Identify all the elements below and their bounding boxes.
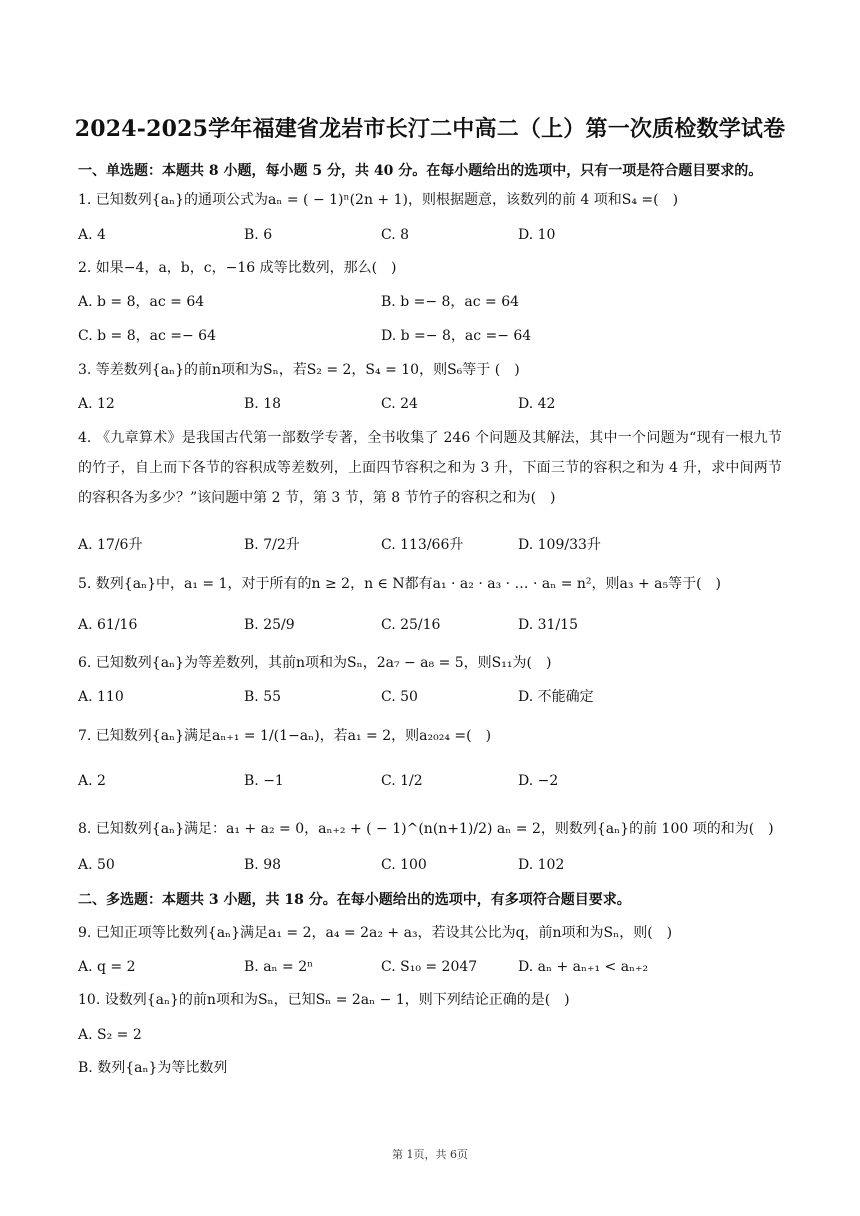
question-8-option-d: D. 102 [518, 857, 565, 873]
question-9-option-c: C. S₁₀ = 2047 [381, 959, 478, 975]
question-7-option-a: A. 2 [78, 773, 106, 789]
question-1-stem: 1. 已知数列{aₙ}的通项公式为aₙ = ( − 1)ⁿ(2n + 1)，则根据题意，该数列的前 4 项和S₄ =( ) [78, 192, 679, 208]
question-8-option-b: B. 98 [244, 857, 282, 873]
question-5-option-a: A. 61/16 [78, 617, 138, 633]
question-7-option-d: D. −2 [518, 773, 559, 789]
question-6-option-c: C. 50 [381, 689, 418, 705]
question-5-option-d: D. 31/15 [518, 617, 578, 633]
question-3-option-b: B. 18 [244, 396, 282, 412]
question-9-stem: 9. 已知正项等比数列{aₙ}满足a₁ = 2，a₄ = 2a₂ + a₃，若设其公比为q，前n项和为Sₙ，则( ) [78, 925, 673, 941]
question-2-option-c: C. b = 8，ac =− 64 [78, 328, 216, 344]
question-10-option-a: A. S₂ = 2 [78, 1027, 142, 1043]
question-2-option-b: B. b =− 8，ac = 64 [381, 294, 520, 310]
question-3-stem: 3. 等差数列{aₙ}的前n项和为Sₙ，若S₂ = 2，S₄ = 10，则S₆等于 ( ) [78, 362, 520, 378]
question-3-option-c: C. 24 [381, 396, 418, 412]
question-5-stem: 5. 数列{aₙ}中，a₁ = 1，对于所有的n ≥ 2，n ∈ N都有a₁ · a₂ · a₃ · … · aₙ = n²，则a₃ + a₅等于( ) [78, 576, 722, 592]
question-2-option-a: A. b = 8，ac = 64 [78, 294, 205, 310]
question-1-option-d: D. 10 [518, 227, 556, 243]
question-4-option-c: C. 113/66升 [381, 537, 464, 553]
question-8-option-a: A. 50 [78, 857, 115, 873]
question-8-stem: 8. 已知数列{aₙ}满足：a₁ + a₂ = 0，aₙ₊₂ + ( − 1)^(n(n+1)/2) aₙ = 2，则数列{aₙ}的前 100 项的和为( ) [78, 821, 774, 837]
question-5-option-b: B. 25/9 [244, 617, 295, 633]
question-6-option-b: B. 55 [244, 689, 282, 705]
question-7-option-b: B. −1 [244, 773, 284, 789]
question-10-option-b: B. 数列{aₙ}为等比数列 [78, 1060, 228, 1076]
question-6-option-a: A. 110 [78, 689, 124, 705]
question-4-option-d: D. 109/33升 [518, 537, 601, 553]
section-heading-single-choice: 一、单选题：本题共 8 小题，每小题 5 分，共 40 分。在每小题给出的选项中，只有一项是符合题目要求的。 [78, 163, 763, 179]
question-9-option-b: B. aₙ = 2ⁿ [244, 959, 314, 975]
question-10-stem: 10. 设数列{aₙ}的前n项和为Sₙ，已知Sₙ = 2aₙ − 1，则下列结论正确的是( ) [78, 992, 570, 1008]
question-9-option-a: A. q = 2 [78, 959, 136, 975]
question-8-option-c: C. 100 [381, 857, 427, 873]
question-1-option-c: C. 8 [381, 227, 410, 243]
question-3-option-d: D. 42 [518, 396, 556, 412]
question-5-option-c: C. 25/16 [381, 617, 441, 633]
question-6-option-d: D. 不能确定 [518, 689, 594, 705]
question-4-option-a: A. 17/6升 [78, 537, 143, 553]
question-9-option-d: D. aₙ + aₙ₊₁ < aₙ₊₂ [518, 959, 649, 975]
question-1-option-b: B. 6 [244, 227, 273, 243]
page-title: 2024-2025学年福建省龙岩市长汀二中高二（上）第一次质检数学试卷 [74, 116, 786, 142]
question-2-stem: 2. 如果−4，a，b，c，−16 成等比数列，那么( ) [78, 260, 397, 276]
question-2-option-d: D. b =− 8，ac =− 64 [381, 328, 532, 344]
section-heading-multiple-choice: 二、多选题：本题共 3 小题，共 18 分。在每小题给出的选项中，有多项符合题目要求。 [78, 892, 631, 908]
question-1-option-a: A. 4 [78, 227, 106, 243]
question-3-option-a: A. 12 [78, 396, 115, 412]
question-4-stem: 4. 《九章算术》是我国古代第一部数学专著，全书收集了 246 个问题及其解法，其中一个问题为“现有一根九节的竹子，自上而下各节的容积成等差数列，上面四节容积之和为 3 升，下面三节的容积之和为 4 升，求中间两节的容积各为多少？”该问题中第 2 节，第 3 节，第 8 节竹子的容积之和为( ) [78, 430, 782, 506]
question-6-stem: 6. 已知数列{aₙ}为等差数列，其前n项和为Sₙ，2a₇ − a₈ = 5，则S₁₁为( ) [78, 655, 552, 671]
question-4-option-b: B. 7/2升 [244, 537, 300, 553]
question-7-option-c: C. 1/2 [381, 773, 423, 789]
page-footer: 第 1页，共 6页 [392, 1148, 468, 1161]
question-7-stem: 7. 已知数列{aₙ}满足aₙ₊₁ = 1/(1−aₙ)，若a₁ = 2，则a₂₀₂₄ =( ) [78, 728, 492, 744]
